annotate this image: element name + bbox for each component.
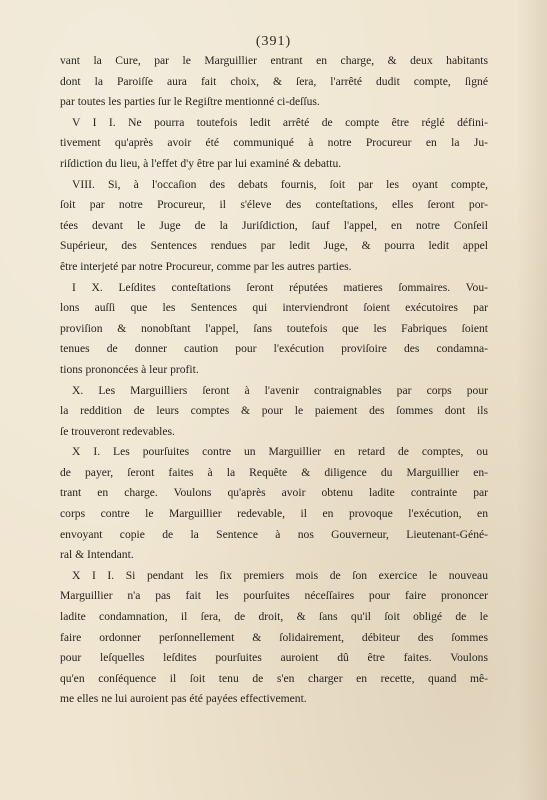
article-xi-start: X I. Les pourſuites contre un Marguillier en retard de comptes, ou [72,445,488,459]
text-line: corps contre le Marguillier redevable, il en provoque l'exécution, en [60,507,488,521]
text-line: lons auſſi que les Sentences qui interviendront ſoient exécutoires par [60,301,488,315]
text-line: Marguillier n'a pas fait les pourſuites néceſſaires pour faire prononcer [60,589,488,603]
text-line: de payer, ſeront faites à la Requête & diligence du Marguillier en- [60,465,488,479]
text-line: vant la Cure, par le Marguillier entrant en charge, & deux habitants [60,54,488,67]
text-line: pour leſquelles leſdites pourſuites auroient dû être faites. Voulons [60,651,488,665]
page-edge-shadow [517,0,547,800]
text-line: ladite condamnation, il ſera, de droit, & ſans qu'il ſoit obligé de le [60,610,488,624]
article-xii-start: X I I. Si pendant les ſix premiers mois de ſon exercice le nouveau [72,568,488,582]
text-line: ſoit par notre Procureur, il s'éleve des conteſtations, elles ſeront por- [60,198,488,212]
text-line: ſe trouveront redevables. [60,424,175,438]
text-line: tenues de donner caution pour l'exécution proviſoire des condamna- [60,342,488,356]
text-line: qu'en conſéquence il ſoit tenu de s'en charger en recette, quand mê- [60,671,488,685]
text-line: riſdiction du lieu, à l'effet d'y être par lui examiné & debattu. [60,156,342,170]
article-ix-start: I X. Leſdites conteſtations ſeront réputées matieres ſommaires. Vou- [72,280,488,294]
text-line: dont la Paroiſſe aura fait choix, & ſera, l'arrêté dudit compte, ſigné [60,74,488,88]
text-line: trant en charge. Voulons qu'après avoir obtenu ladite contrainte par [60,486,488,500]
article-viii-start: VIII. Si, à l'occaſion des debats fournis, ſoit par les oyant compte, [72,177,488,191]
text-line: ral & Intendant. [60,548,134,562]
text-line: faire ordonner perſonnellement & ſolidairement, débiteur des ſommes [60,630,488,644]
text-line: par toutes les parties ſur le Regiſtre mentionné ci-deſſus. [60,95,320,109]
body-text [60,51,488,710]
article-x-start: X. Les Marguilliers ſeront à l'avenir contraignables par corps pour [72,383,488,397]
text-line: être interjeté par notre Procureur, comme par les autres parties. [60,259,352,273]
text-line: la reddition de leurs comptes & pour le paiement des ſommes dont ils [60,404,488,418]
text-line: envoyant copie de la Sentence à nos Gouverneur, Lieutenant-Géné- [60,527,488,541]
text-line: proviſion & nonobſtant l'appel, ſans toutefois que les Fabriques ſoient [60,321,488,335]
text-line: Supérieur, des Sentences rendues par ledit Juge, & pourra ledit appel [60,239,488,253]
article-vii-start: V I I. Ne pourra toutefois ledit arrêté de compte être réglé défini- [72,115,488,129]
text-line: me elles ne lui auroient pas été payées effectivement. [60,692,307,706]
page-number: (391) [255,34,292,49]
text-line: tées devant le Juge de la Juriſdiction, ſauf l'appel, en notre Conſeil [60,218,488,232]
text-line: tions prononcées à leur profit. [60,362,199,376]
text-line: tivement qu'après avoir été communiqué à notre Procureur en la Ju- [60,136,488,150]
